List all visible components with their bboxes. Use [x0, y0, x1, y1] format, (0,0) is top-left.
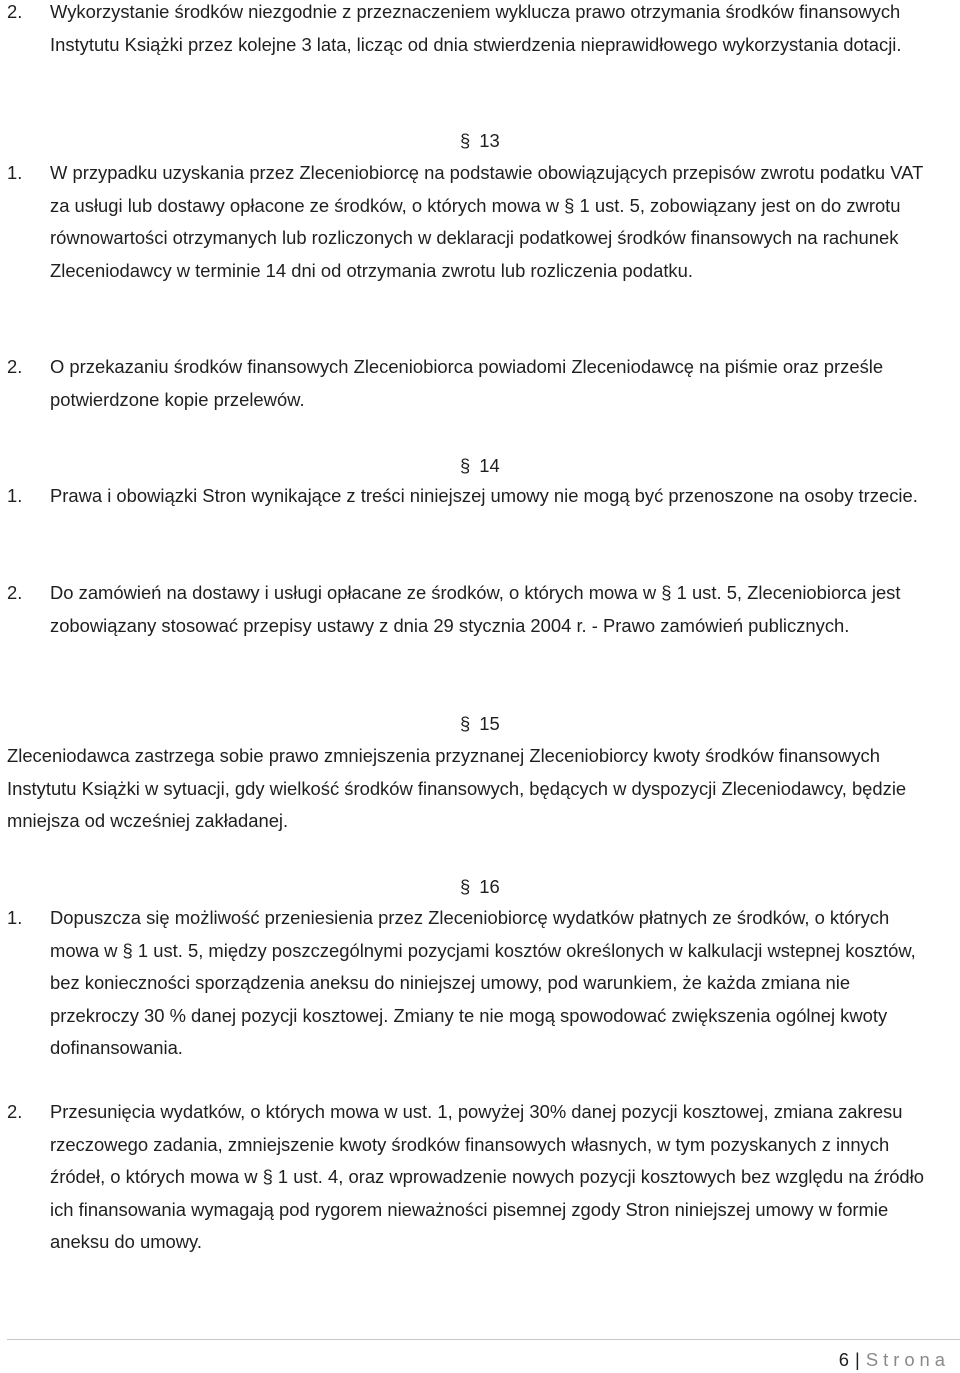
- item-number: 1.: [7, 485, 23, 506]
- section-number: 16: [479, 876, 500, 897]
- section-symbol: §: [460, 713, 471, 734]
- section-heading-14: [460, 453, 500, 479]
- item-text: Dopuszcza się możliwość przeniesienia przez Zleceniobiorcę wydatków płatnych ze środków, o których mowa w § 1 ust. 5, między poszczególnymi pozycjami kosztów określonych w kalkulacji wstepnej kosztów, bez konieczności sporządzenia aneksu do niniejszej umowy, pod warunkiem, że każda zmiana nie przekroczy 30 % danej pozycji kosztowej. Zmiany te nie mogą spowodować zwiększenia ogólnej kwoty dofinansowania.: [50, 907, 916, 1059]
- section-heading-13: [460, 128, 500, 154]
- item-text: Do zamówień na dostawy i usługi opłacane ze środków, o których mowa w § 1 ust. 5, Zleceniobiorca jest zobowiązany stosować przepisy ustawy z dnia 29 stycznia 2004 r. - Prawo zamówień publicznych.: [50, 582, 901, 636]
- item-text: W przypadku uzyskania przez Zleceniobiorcę na podstawie obowiązujących przepisów zwrotu podatku VAT za usługi lub dostawy opłacone ze środków, o których mowa w § 1 ust. 5, zobowiązany jest on do zwrotu równowartości otrzymanych lub rozliczonych w deklaracji podatkowej środków finansowych na rachunek Zleceniodawcy w terminie 14 dni od otrzymania zwrotu lub rozliczenia podatku.: [50, 162, 923, 281]
- item-text: Przesunięcia wydatków, o których mowa w ust. 1, powyżej 30% danej pozycji kosztowej, zmiana zakresu rzeczowego zadania, zmniejszenie kwoty środków finansowych własnych, w tym pozyskanych z innych źródeł, o których mowa w § 1 ust. 4, oraz wprowadzenie nowych pozycji kosztowych bez względu na źródło ich finansowania wymagają pod rygorem nieważności pisemnej zgody Stron niniejszej umowy w formie aneksu do umowy.: [50, 1101, 924, 1253]
- item-text: Prawa i obowiązki Stron wynikające z treści niniejszej umowy nie mogą być przenoszone na osoby trzecie.: [50, 485, 918, 506]
- section-heading-15: [460, 711, 500, 737]
- item-number: 2.: [7, 1, 23, 22]
- item-text: O przekazaniu środków finansowych Zleceniobiorca powiadomi Zleceniodawcę na piśmie oraz prześle potwierdzone kopie przelewów.: [50, 356, 884, 410]
- list-item: [7, 351, 942, 416]
- section-number: 15: [479, 713, 500, 734]
- list-item: [7, 0, 942, 61]
- section-symbol: §: [460, 130, 471, 151]
- footer-separator: |: [855, 1349, 860, 1370]
- list-item: [7, 157, 942, 287]
- page-footer: [839, 1348, 950, 1372]
- item-number: 1.: [7, 162, 23, 183]
- footer-divider: [7, 1339, 960, 1340]
- item-text: Wykorzystanie środków niezgodnie z przeznaczeniem wyklucza prawo otrzymania środków finansowych Instytutu Książki przez kolejne 3 lata, licząc od dnia stwierdzenia nieprawidłowego wykorzystania dotacji.: [50, 1, 902, 55]
- item-number: 2.: [7, 1101, 23, 1122]
- paragraph: Zleceniodawca zastrzega sobie prawo zmniejszenia przyznanej Zleceniobiorcy kwoty środków finansowych Instytutu Książki w sytuacji, gdy wielkość środków finansowych, będących w dyspozycji Zleceniodawcy, będzie mniejsza od wcześniej zakładanej.: [7, 745, 907, 832]
- item-number: 2.: [7, 356, 23, 377]
- item-number: 2.: [7, 582, 23, 603]
- list-item: [7, 480, 942, 513]
- section-symbol: §: [460, 876, 471, 897]
- list-item: [7, 1096, 942, 1259]
- list-item: [7, 902, 942, 1065]
- footer-label: Strona: [865, 1349, 950, 1370]
- section-heading-16: [460, 874, 500, 900]
- section-symbol: §: [460, 455, 471, 476]
- item-number: 1.: [7, 907, 23, 928]
- page-number: 6: [838, 1349, 850, 1370]
- section-number: 13: [479, 130, 500, 151]
- section-number: 14: [479, 455, 500, 476]
- list-item: [7, 577, 942, 642]
